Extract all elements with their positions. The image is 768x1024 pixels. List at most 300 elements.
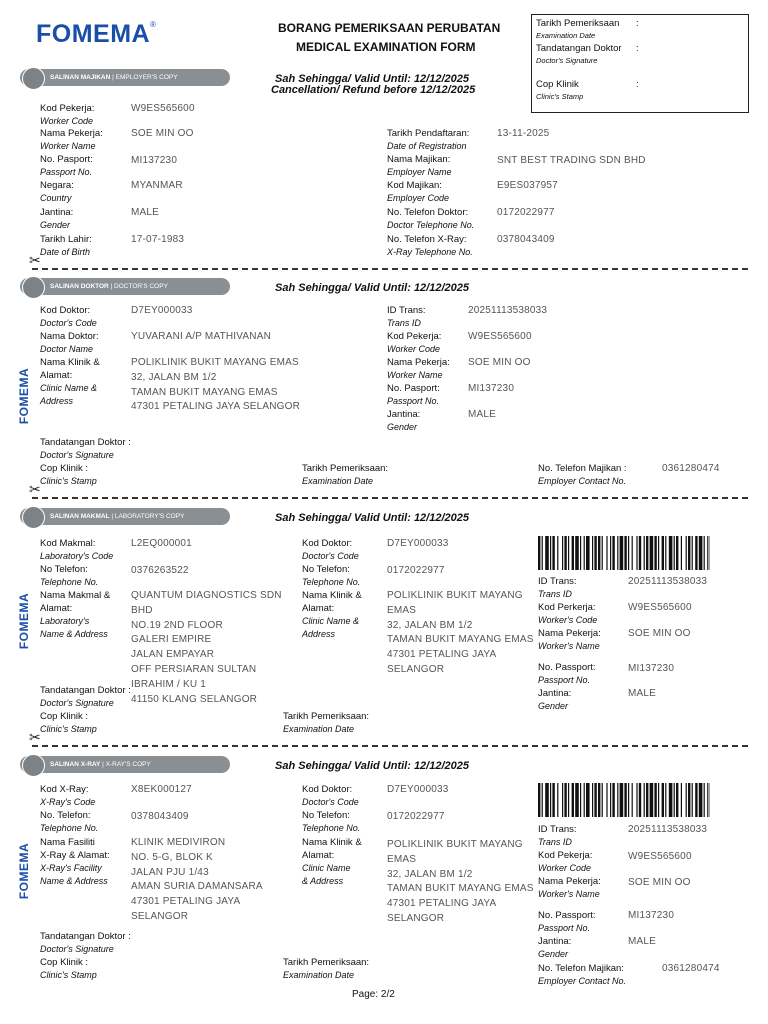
gender-value: MALE: [628, 688, 657, 699]
dob-value: 17-07-1983: [131, 234, 185, 245]
logo-text: FOMEMA: [17, 367, 32, 425]
logo-text: FOMEMA: [17, 592, 32, 650]
box-exam-date-label: Tarikh Pemeriksaan: [536, 18, 620, 29]
barcode-bar: [681, 536, 682, 570]
lab-name-sub: Laboratory's: [40, 616, 90, 626]
clinic-stamp-label: Cop Klinik :: [40, 711, 89, 722]
clinic-stamp-sub: Clinic's Stamp: [40, 970, 97, 980]
address-line: AMAN SURIA DAMANSARA: [131, 881, 263, 893]
person-avatar-icon: [22, 67, 45, 90]
employer-code-value: E9ES037957: [497, 180, 558, 191]
barcode-bar: [699, 536, 703, 570]
lab-code-sub: Laboratory's Code: [40, 551, 114, 561]
address-line: GALERI EMPIRE: [131, 634, 212, 646]
xray-phone-value: 0378043409: [497, 234, 555, 245]
box-clinic-stamp-label: Cop Klinik: [536, 79, 579, 90]
trans-id-value: 20251113538033: [628, 576, 708, 587]
passport-sub: Passport No.: [387, 396, 440, 406]
facility-label: Nama Fasiliti: [40, 837, 95, 848]
barcode-bar: [610, 536, 611, 570]
trans-id-sub: Trans ID: [387, 318, 421, 328]
doctor-code-sub: Doctor's Code: [40, 318, 97, 328]
doctor-phone-sub: Doctor Telephone No.: [387, 220, 475, 230]
xray-code-sub: X-Ray's Code: [40, 797, 96, 807]
barcode-bar: [606, 783, 607, 817]
pill-title: SALINAN MAKMAL: [50, 513, 110, 520]
person-avatar-icon: [22, 754, 45, 777]
worker-name-value: SOE MIN OO: [468, 357, 531, 368]
xray-phone-sub: X-Ray Telephone No.: [387, 247, 473, 257]
gender-sub: Gender: [40, 220, 71, 230]
address-line: 47301 PETALING JAYA SELANGOR: [131, 401, 301, 413]
lab-phone-label: No Telefon:: [40, 564, 88, 575]
barcode-bar: [557, 783, 558, 817]
clinic-address: [387, 838, 534, 927]
clinic-sub: Clinic Name: [302, 863, 351, 873]
barcode-bar: [681, 783, 682, 817]
employer-name-sub: Employer Name: [387, 167, 452, 177]
barcode-bar: [686, 783, 687, 817]
barcode-bar: [610, 783, 611, 817]
passport-sub: Passport No.: [538, 923, 591, 933]
exam-date-sub: Examination Date: [283, 970, 355, 980]
box-clinic-stamp-sub: Clinic's Stamp: [536, 92, 584, 101]
barcode-bar: [575, 783, 579, 817]
doctor-code-sub: Doctor's Code: [302, 551, 359, 561]
country-value: MYANMAR: [131, 180, 183, 191]
barcode-bar: [628, 536, 629, 570]
barcode-bar: [550, 536, 551, 570]
barcode-bar: [592, 783, 593, 817]
barcode-bar: [550, 783, 551, 817]
lab-phone-sub: Telephone No.: [40, 577, 99, 587]
trans-id-sub: Trans ID: [538, 589, 572, 599]
barcode-bar: [676, 783, 678, 817]
barcode-bar: [542, 783, 543, 817]
valid-until: Sah Sehingga/ Valid Until: 12/12/2025: [275, 282, 469, 294]
barcode-bar: [692, 536, 693, 570]
barcode-bar: [580, 783, 581, 817]
barcode-bar: [692, 783, 693, 817]
passport-value: MI137230: [468, 383, 515, 394]
barcode-bar: [542, 536, 543, 570]
fomema-vertical-logo: [18, 365, 34, 427]
worker-name-label: Nama Pekerja:: [387, 357, 450, 368]
passport-label: No. Passport:: [538, 910, 596, 921]
facility-address: [131, 836, 263, 925]
clinic-address: [131, 356, 300, 415]
dob-sub: Date of Birth: [40, 247, 91, 257]
address-line: 32, JALAN BM 1/2: [131, 371, 217, 383]
clinic-sub-2: & Address: [302, 876, 344, 886]
address-line: 47301 PETALING JAYA: [387, 898, 497, 910]
address-line: 32, JALAN BM 1/2: [387, 868, 473, 880]
barcode-bar: [646, 536, 648, 570]
country-sub: Country: [40, 193, 72, 203]
address-line: JALAN EMPAYAR: [131, 649, 215, 661]
lab-name-sub-2: Name & Address: [40, 629, 108, 639]
address-line: TAMAN BUKIT MAYANG EMAS: [131, 386, 278, 398]
barcode-bar: [612, 536, 614, 570]
address-line: SELANGOR: [387, 663, 445, 675]
gender-value: MALE: [628, 936, 657, 947]
trans-id-value: 20251113538033: [468, 305, 548, 316]
barcode-bar: [650, 536, 654, 570]
barcode-bar: [552, 536, 554, 570]
barcode-bar: [568, 536, 569, 570]
gender-label: Jantina:: [40, 207, 74, 218]
xray-phone-value: 0378043409: [131, 811, 189, 822]
clinic-sub: Clinic Name &: [302, 616, 360, 626]
address-line: SELANGOR: [387, 912, 445, 924]
clinic-stamp-sub: Clinic's Stamp: [40, 476, 97, 486]
barcode-bar: [636, 783, 637, 817]
barcode-bar: [602, 536, 603, 570]
barcode-bar: [669, 536, 673, 570]
scissors-icon: ✂: [29, 481, 41, 497]
xray-phone-label: No. Telefon:: [40, 810, 91, 821]
logo-registered-mark: ®: [150, 20, 156, 29]
address-line: TAMAN BUKIT MAYANG EMAS: [387, 634, 534, 646]
worker-name-label: Nama Pekerja:: [40, 128, 103, 139]
employer-contact-label: No. Telefon Majikan:: [538, 963, 624, 974]
barcode-bar: [612, 783, 614, 817]
employer-code-sub: Employer Code: [387, 193, 450, 203]
doctor-phone-value: 0172022977: [387, 811, 445, 822]
barcode-bar: [572, 783, 574, 817]
pill-subtitle: | X-RAY'S COPY: [102, 761, 151, 768]
facility-sub: X-Ray's Facility: [40, 863, 102, 873]
clinic-label: Nama Klinik &: [40, 357, 100, 368]
doctor-code-value: D7EY000033: [387, 538, 449, 549]
lab-copy-pill: [20, 508, 230, 525]
barcode-bar: [617, 536, 618, 570]
barcode-bar: [580, 536, 581, 570]
barcode-bar: [707, 783, 708, 817]
barcode-bar: [562, 536, 563, 570]
worker-code-value: W9ES565600: [468, 331, 532, 342]
barcode-bar: [562, 783, 563, 817]
cut-line: [32, 268, 748, 270]
gender-value: MALE: [468, 409, 497, 420]
barcode-bar: [564, 536, 566, 570]
address-line: POLIKLINIK BUKIT MAYANG: [387, 590, 523, 601]
barcode-bar: [545, 536, 549, 570]
worker-name-sub: Worker Name: [40, 141, 96, 151]
pill-subtitle: | LABORATORY'S COPY: [111, 513, 185, 520]
pill-subtitle: | EMPLOYER'S COPY: [112, 74, 178, 81]
logo-text: FOMEMA: [36, 20, 151, 48]
address-line: BHD: [131, 604, 153, 616]
valid-until: Sah Sehingga/ Valid Until: 12/12/2025: [275, 760, 469, 772]
doctor-phone-sub: Telephone No.: [302, 577, 361, 587]
box-colon: :: [636, 43, 639, 54]
employer-name-value: SNT BEST TRADING SDN BHD: [497, 155, 646, 166]
address-line: POLIKLINIK BUKIT MAYANG: [387, 839, 523, 850]
worker-code-value: W9ES565600: [131, 103, 195, 114]
exam-date-label: Tarikh Pemeriksaan:: [283, 711, 370, 722]
worker-name-sub: Worker's Name: [538, 641, 600, 651]
barcode-bar: [665, 536, 666, 570]
worker-code-value: W9ES565600: [628, 602, 692, 613]
exam-date-label: Tarikh Pemeriksaan:: [283, 957, 370, 968]
cut-line: [32, 745, 748, 747]
barcode-bar: [575, 536, 579, 570]
barcode-bar: [688, 536, 690, 570]
barcode-bars: [538, 783, 710, 817]
worker-code-sub: Worker Code: [40, 116, 94, 126]
barcode-bar: [568, 783, 569, 817]
facility-sub-2: Name & Address: [40, 876, 108, 886]
worker-name-sub: Worker Name: [387, 370, 443, 380]
barcode-bar: [598, 536, 600, 570]
barcode-bar: [545, 783, 549, 817]
barcode-bar: [594, 536, 596, 570]
exam-date-sub: Examination Date: [302, 476, 374, 486]
barcode-bar: [699, 783, 703, 817]
gender-sub: Gender: [538, 949, 569, 959]
barcode: [538, 536, 710, 570]
doctor-code-label: Kod Doktor:: [302, 784, 353, 795]
lab-code-value: L2EQ000001: [131, 538, 192, 549]
employer-contact-value: 0361280474: [662, 963, 720, 974]
barcode: [538, 783, 710, 817]
worker-code-sub: Worker Code: [387, 344, 441, 354]
doctor-phone-value: 0172022977: [387, 565, 445, 576]
barcode-bar: [592, 536, 593, 570]
form-title-en: MEDICAL EXAMINATION FORM: [296, 40, 476, 54]
barcode-bar: [594, 783, 596, 817]
dob-label: Tarikh Lahir:: [40, 234, 92, 245]
passport-value: MI137230: [628, 663, 675, 674]
clinic-label-2: Alamat:: [40, 370, 73, 381]
lab-phone-value: 0376263522: [131, 565, 189, 576]
barcode-bar: [688, 783, 690, 817]
barcode-bar: [620, 536, 624, 570]
barcode-bar: [686, 536, 687, 570]
clinic-label-2: Alamat:: [302, 603, 335, 614]
doctor-phone-label: No Telefon:: [302, 564, 350, 575]
doctor-signature-sub: Doctor's Signature: [40, 698, 114, 708]
box-colon: :: [636, 18, 639, 29]
worker-name-label: Nama Pekerja:: [538, 876, 601, 887]
worker-name-value: SOE MIN OO: [131, 128, 194, 139]
barcode-bar: [586, 536, 590, 570]
barcode-bar: [632, 536, 633, 570]
doctor-code-sub: Doctor's Code: [302, 797, 359, 807]
doctor-name-sub: Doctor Name: [40, 344, 94, 354]
passport-label: No. Pasport:: [387, 383, 440, 394]
country-label: Negara:: [40, 180, 74, 191]
barcode-bar: [707, 536, 708, 570]
doctor-code-label: Kod Doktor:: [40, 305, 91, 316]
address-line: QUANTUM DIAGNOSTICS SDN: [131, 590, 282, 601]
exam-info-box: [531, 14, 749, 113]
doctor-code-value: D7EY000033: [131, 305, 193, 316]
lab-name-label-2: Alamat:: [40, 603, 73, 614]
passport-label: No. Passport:: [538, 662, 596, 673]
address-line: NO. 5-G, BLOK K: [131, 851, 213, 863]
exam-date-sub: Examination Date: [283, 724, 355, 734]
pill-title: SALINAN X-RAY: [50, 761, 101, 768]
employer-name-label: Nama Majikan:: [387, 154, 451, 165]
doctor-phone-value: 0172022977: [497, 207, 555, 218]
gender-sub: Gender: [538, 701, 569, 711]
gender-sub: Gender: [387, 422, 418, 432]
exam-date-label: Tarikh Pemeriksaan:: [302, 463, 389, 474]
doctor-code-value: D7EY000033: [387, 784, 449, 795]
worker-code-value: W9ES565600: [628, 851, 692, 862]
fomema-logo: [36, 20, 150, 49]
registration-date-label: Tarikh Pendaftaran:: [387, 128, 470, 139]
doctor-phone-sub: Telephone No.: [302, 823, 361, 833]
gender-value: MALE: [131, 207, 160, 218]
address-line: 47301 PETALING JAYA: [131, 896, 241, 908]
trans-id-label: ID Trans:: [538, 824, 577, 835]
doctor-code-label: Kod Doktor:: [302, 538, 353, 549]
doctor-phone-label: No. Telefon Doktor:: [387, 207, 469, 218]
form-title-my: BORANG PEMERIKSAAN PERUBATAN: [278, 21, 501, 35]
barcode-bar: [606, 536, 607, 570]
clinic-stamp-label: Cop Klinik :: [40, 957, 89, 968]
lab-address: [131, 589, 282, 707]
doctor-signature-label: Tandatangan Doktor :: [40, 437, 131, 448]
barcode-bar: [654, 536, 656, 570]
scissors-icon: ✂: [29, 252, 41, 268]
address-line: TAMAN BUKIT MAYANG EMAS: [387, 883, 534, 895]
xray-phone-sub: Telephone No.: [40, 823, 99, 833]
employer-contact-sub: Employer Contact No.: [538, 976, 627, 986]
person-avatar-icon: [22, 506, 45, 529]
registration-date-value: 13-11-2025: [497, 128, 550, 139]
barcode-bar: [654, 783, 656, 817]
barcode-bar: [644, 783, 645, 817]
worker-code-sub: Worker Code: [538, 863, 592, 873]
trans-id-value: 20251113538033: [628, 824, 708, 835]
logo-text: FOMEMA: [17, 842, 32, 900]
passport-label: No. Pasport:: [40, 154, 93, 165]
employer-contact-value: 0361280474: [662, 463, 720, 474]
barcode-bar: [628, 783, 629, 817]
barcode-bar: [674, 536, 675, 570]
cancellation-note: Cancellation/ Refund before 12/12/2025: [271, 84, 476, 96]
xray-copy-pill: [20, 756, 230, 773]
box-doctor-sig-sub: Doctor's Signature: [536, 56, 598, 65]
barcode-bar: [586, 783, 590, 817]
pill-subtitle: | DOCTOR'S COPY: [110, 283, 168, 290]
fomema-vertical-logo: [18, 840, 34, 902]
barcode-bar: [665, 783, 666, 817]
barcode-bar: [620, 783, 624, 817]
worker-code-label: Kod Perkerja:: [538, 602, 596, 613]
barcode-bar: [602, 783, 603, 817]
registration-date-sub: Date of Registration: [387, 141, 467, 151]
fomema-vertical-logo: [18, 590, 34, 652]
passport-sub: Passport No.: [538, 675, 591, 685]
worker-code-label: Kod Pekerja:: [538, 850, 593, 861]
address-line: JALAN PJU 1/43: [131, 866, 209, 878]
employer-contact-label: No. Telefon Majikan :: [538, 463, 627, 474]
gender-label: Jantina:: [538, 936, 572, 947]
barcode-bar: [695, 783, 697, 817]
address-line: EMAS: [387, 853, 417, 865]
barcode-bar: [658, 536, 659, 570]
trans-id-label: ID Trans:: [538, 576, 577, 587]
barcode-bars: [538, 536, 710, 570]
worker-code-label: Kod Pekerja:: [387, 331, 442, 342]
barcode-bar: [632, 783, 633, 817]
doctor-signature-label: Tandatangan Doktor :: [40, 931, 131, 942]
address-line: POLIKLINIK BUKIT MAYANG EMAS: [131, 357, 299, 368]
barcode-bar: [624, 536, 626, 570]
clinic-label-2: Alamat:: [302, 850, 335, 861]
page-number: Page: 2/2: [352, 989, 395, 1000]
barcode-bar: [557, 536, 558, 570]
address-line: EMAS: [387, 604, 417, 616]
box-doctor-sig-label: Tandatangan Doktor: [536, 43, 622, 54]
xray-phone-label: No. Telefon X-Ray:: [387, 234, 467, 245]
doctor-signature-label: Tandatangan Doktor :: [40, 685, 131, 696]
barcode-bar: [538, 536, 540, 570]
doctor-phone-label: No Telefon:: [302, 810, 350, 821]
passport-value: MI137230: [628, 910, 675, 921]
doctor-signature-sub: Doctor's Signature: [40, 450, 114, 460]
clinic-stamp-label: Cop Klinik :: [40, 463, 89, 474]
barcode-bar: [646, 783, 648, 817]
barcode-bar: [624, 783, 626, 817]
worker-name-value: SOE MIN OO: [628, 877, 691, 888]
address-line: IBRAHIM / KU 1: [131, 678, 207, 690]
valid-until: Sah Sehingga/ Valid Until: 12/12/2025: [275, 73, 469, 85]
address-line: KLINIK MEDIVIRON: [131, 837, 226, 848]
clinic-sub-2: Address: [40, 396, 74, 406]
clinic-sub: Clinic Name &: [40, 383, 98, 393]
worker-code-label: Kod Pekerja:: [40, 103, 95, 114]
worker-name-label: Nama Pekerja:: [538, 628, 601, 639]
lab-code-label: Kod Makmal:: [40, 538, 96, 549]
address-line: 41150 KLANG SELANGOR: [131, 693, 258, 705]
box-colon: :: [636, 79, 639, 90]
xray-code-label: Kod X-Ray:: [40, 784, 89, 795]
clinic-sub-2: Address: [302, 629, 336, 639]
trans-id-label: ID Trans:: [387, 305, 426, 316]
gender-label: Jantina:: [538, 688, 572, 699]
clinic-label: Nama Klinik &: [302, 590, 362, 601]
doctor-signature-sub: Doctor's Signature: [40, 944, 114, 954]
address-line: OFF PERSIARAN SULTAN: [131, 663, 257, 675]
address-line: 32, JALAN BM 1/2: [387, 619, 473, 631]
clinic-label: Nama Klinik &: [302, 837, 362, 848]
cut-line: [32, 497, 748, 499]
passport-sub: Passport No.: [40, 167, 93, 177]
barcode-bar: [644, 536, 645, 570]
barcode-bar: [564, 783, 566, 817]
xray-code-value: X8EK000127: [131, 784, 192, 795]
barcode-bar: [639, 783, 641, 817]
barcode-bar: [674, 783, 675, 817]
scissors-icon: ✂: [29, 729, 41, 745]
barcode-bar: [639, 536, 641, 570]
barcode-bar: [704, 536, 705, 570]
trans-id-sub: Trans ID: [538, 837, 572, 847]
address-line: NO.19 2ND FLOOR: [131, 619, 223, 631]
barcode-bar: [695, 536, 697, 570]
gender-label: Jantina:: [387, 409, 421, 420]
address-line: SELANGOR: [131, 910, 189, 922]
barcode-bar: [704, 783, 705, 817]
employer-code-label: Kod Majikan:: [387, 180, 442, 191]
barcode-bar: [650, 783, 654, 817]
